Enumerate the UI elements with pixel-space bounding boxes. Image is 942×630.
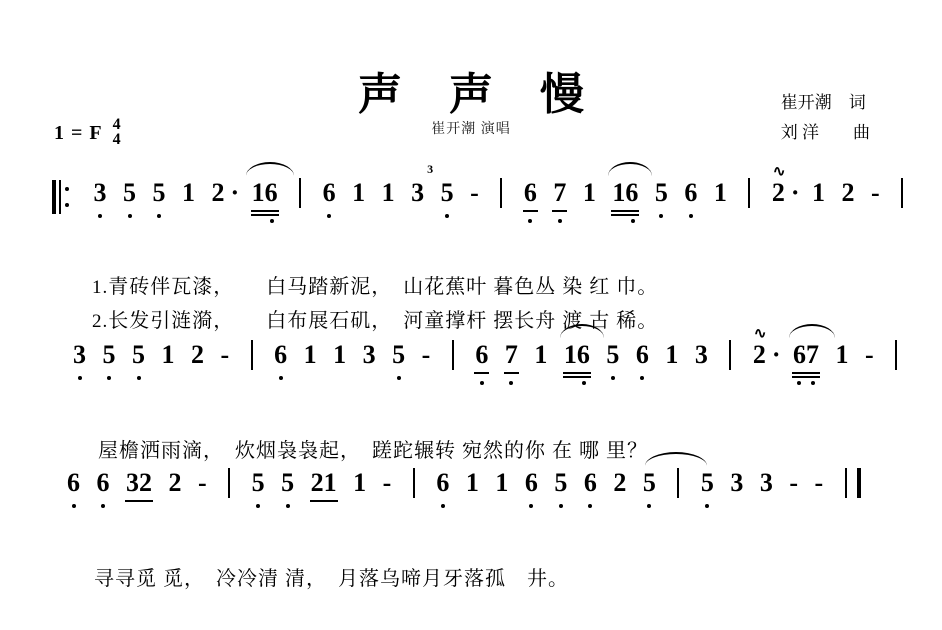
note-beamed: 6 (475, 340, 488, 370)
note: 6 (525, 468, 538, 498)
lyric-text: 长发引涟漪， 白布展石矶， 河童撑杆 摆长舟 渡 古 稀。 (108, 310, 659, 332)
note: 1 (303, 340, 317, 369)
note: 6 (436, 468, 449, 498)
duration-dash: - (865, 340, 874, 369)
repeat-start-sign (52, 180, 69, 214)
note: 2 (191, 340, 204, 369)
note-beamed: 32 (126, 468, 152, 497)
note: 1 (812, 178, 826, 207)
note: 3 (73, 340, 86, 370)
augmentation-dot: · (230, 178, 240, 207)
time-signature-denominator: 4 (112, 131, 121, 148)
note: 5 (554, 468, 567, 498)
notation-row-1 (0, 162, 942, 230)
lyric-text: 青砖伴瓦漆， 白马踏新泥， 山花蕉叶 暮色丛 染 红 巾。 (108, 276, 659, 298)
verse-number: 2. (92, 311, 109, 332)
slur (789, 324, 835, 338)
note: 5 (701, 468, 714, 498)
credit-composer: 刘 洋 曲 (780, 123, 870, 142)
note: 6 (584, 468, 597, 498)
duration-dash: - (421, 340, 431, 369)
note: 5 (103, 340, 116, 370)
time-signature-numerator: 4 (112, 116, 121, 133)
note: 1 (495, 468, 509, 497)
note: 2 (168, 468, 182, 497)
duration-dash: - (198, 468, 207, 497)
note: 1 (333, 340, 347, 369)
triplet-marker: 3 (427, 162, 434, 176)
note: 2 (613, 468, 627, 497)
credits (781, 88, 870, 148)
note: 5 (655, 178, 668, 208)
barline (299, 178, 301, 208)
barline (748, 178, 750, 208)
barline (500, 178, 502, 208)
note: 5 (132, 340, 145, 370)
time-signature (113, 117, 121, 147)
barline (452, 340, 454, 370)
notation-row-2 (0, 326, 942, 392)
note: 5 (643, 468, 656, 498)
barline (228, 468, 230, 498)
note: 1 (381, 178, 395, 207)
verse-number: 1. (92, 277, 109, 298)
note: 3 (730, 468, 744, 497)
note-beamed: 67 (793, 340, 819, 370)
credit-lyricist: 崔开潮 词 (780, 93, 866, 112)
note: 2 ∿ (752, 326, 766, 369)
note: 6 (636, 340, 649, 370)
note-beamed: 6 (524, 178, 537, 208)
duration-dash: - (470, 178, 479, 207)
augmentation-dot: · (790, 178, 800, 207)
note: 2 ∿ (771, 164, 785, 207)
barline-final (857, 468, 861, 498)
note: 1 (665, 340, 679, 369)
note-beamed: 16 (252, 178, 278, 208)
music-system-1 (0, 162, 942, 332)
note: 6 (323, 178, 336, 208)
note: 2 (841, 178, 855, 207)
slur (246, 162, 294, 176)
duration-dash: - (814, 468, 824, 497)
lyric-line (0, 400, 942, 462)
note: 1 (182, 178, 195, 207)
note: 1 (465, 468, 479, 497)
notation-row-3 (0, 468, 942, 520)
mordent-icon: ∿ (753, 326, 765, 342)
note: 1 (534, 340, 548, 369)
note: 1 (352, 178, 366, 207)
note-beamed: 7 (505, 340, 518, 370)
barline (677, 468, 679, 498)
page-title: 声 声 慢 (358, 70, 602, 119)
note: 5 (123, 178, 136, 208)
note: 2 (211, 178, 225, 207)
duration-dash: - (220, 340, 230, 369)
note: 5 (281, 468, 294, 498)
lyric-line (0, 270, 942, 332)
barline (251, 340, 253, 370)
note: 1 (713, 178, 727, 207)
note: 1 (161, 340, 175, 369)
music-system-2 (0, 326, 942, 462)
note: 3 (94, 178, 107, 208)
note: 6 (97, 468, 110, 498)
note-beamed: 21 (310, 468, 337, 497)
note: 6 (274, 340, 287, 370)
lyric-text: 寻寻觅 觅， 冷冷清 清， 月落乌啼月牙落孤 井。 (94, 568, 569, 590)
duration-dash: - (382, 468, 392, 497)
barline (845, 468, 847, 498)
lyric-text: 屋檐洒雨滴， 炊烟袅袅起， 蹉跎辗转 宛然的你 在 哪 里？ (98, 440, 648, 462)
note: 5 (153, 178, 166, 208)
note: 5 (392, 340, 405, 370)
music-system-3 (0, 468, 942, 590)
slur (645, 452, 707, 466)
note: 1 (582, 178, 596, 207)
note: 5 (252, 468, 265, 498)
note: 3 (694, 340, 708, 369)
note: 1 (835, 340, 849, 369)
lyric-line (0, 528, 942, 590)
note: 6 (684, 178, 697, 208)
barline (901, 178, 903, 208)
duration-dash: - (789, 468, 799, 497)
lyric-line (0, 236, 942, 298)
mordent-icon: ∿ (772, 164, 784, 180)
note: 3 (759, 468, 773, 497)
barline (413, 468, 415, 498)
note: 1 (353, 468, 367, 497)
note: 5 (606, 340, 619, 370)
note: 3 (362, 340, 376, 369)
note: 6 (67, 468, 80, 498)
augmentation-dot: · (771, 340, 781, 369)
duration-dash: - (871, 178, 880, 207)
note-beamed: 16 (612, 178, 638, 208)
note: 5 (441, 178, 454, 208)
note-beamed: 16 (564, 340, 590, 370)
note-beamed: 7 (553, 178, 566, 208)
singer-credit: 崔开潮 演唱 (431, 122, 511, 137)
barline (729, 340, 731, 370)
note: 3 3 (411, 162, 434, 207)
barline (895, 340, 897, 370)
key-signature (54, 118, 121, 148)
slur (608, 162, 652, 176)
key-signature-text: 1 = F (54, 121, 103, 144)
